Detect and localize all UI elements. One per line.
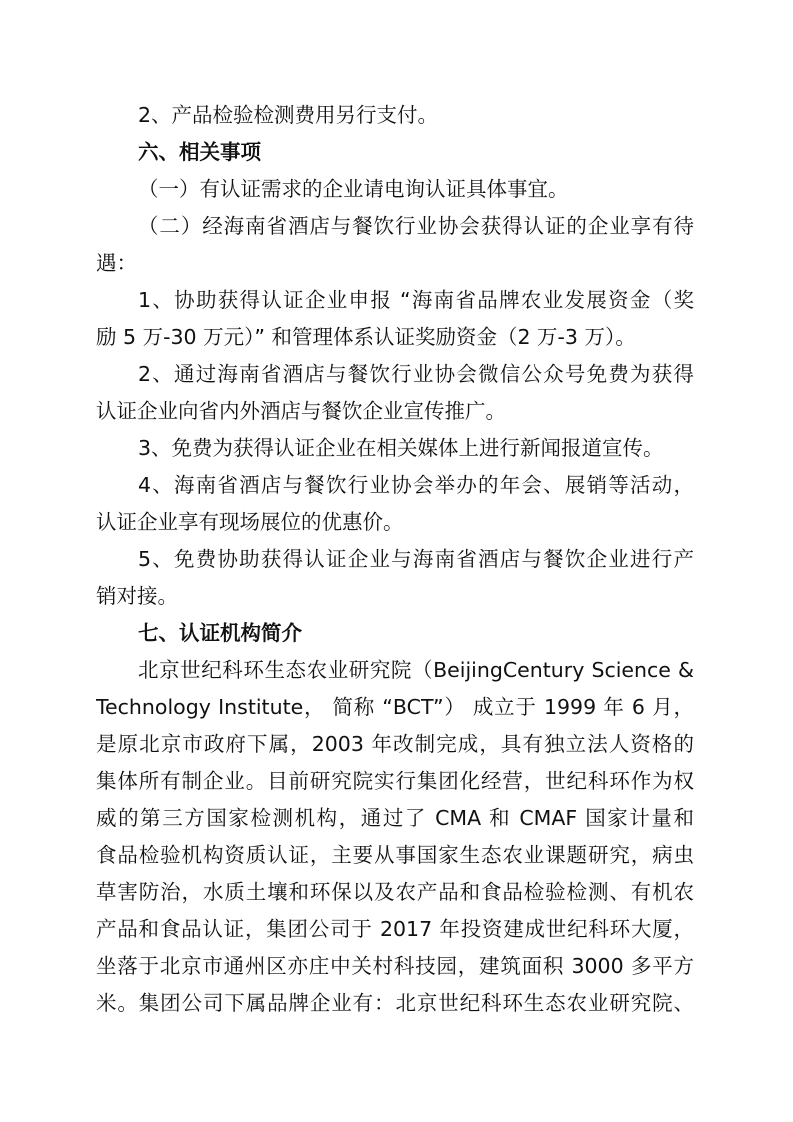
paragraph-line: 米。集团公司下属品牌企业有：北京世纪科环生态农业研究院、: [96, 991, 694, 1015]
paragraph-line: 集体所有制企业。目前研究院实行集团化经营，世纪科环作为权: [96, 769, 694, 793]
paragraph-line: 产品和食品认证，集团公司于 2017 年投资建成世纪科环大厦，: [96, 917, 694, 941]
paragraph-line: 认证企业向省内外酒店与餐饮企业宣传推广。: [96, 399, 506, 423]
document-page: [96, 97, 694, 1022]
paragraph-line: 食品检验机构资质认证，主要从事国家生态农业课题研究，病虫: [96, 843, 694, 867]
paragraph-line: （二）经海南省酒店与餐饮行业协会获得认证的企业享有待: [138, 214, 694, 238]
paragraph-line: Technology Institute， 简称 “BCT”） 成立于 1999 年 6 月，: [96, 695, 694, 719]
section-heading-cert-body: 七、认证机构简介: [138, 621, 302, 645]
paragraph-line: 4、海南省酒店与餐饮行业协会举办的年会、展销等活动，: [138, 473, 694, 497]
paragraph-line: 2、通过海南省酒店与餐饮行业协会微信公众号免费为获得: [138, 362, 694, 386]
paragraph-line: 草害防治，水质土壤和环保以及农产品和食品检验检测、有机农: [96, 880, 694, 904]
section-heading-related-matters: 六、相关事项: [138, 140, 261, 164]
fee-note: 2、产品检验检测费用另行支付。: [138, 103, 439, 127]
paragraph-line: 励 5 万-30 万元）” 和管理体系认证奖励资金（2 万-3 万）。: [96, 325, 636, 349]
paragraph-line: 3、免费为获得认证企业在相关媒体上进行新闻报道宣传。: [138, 436, 664, 460]
paragraph-line: 北京世纪科环生态农业研究院（BeijingCentury Science &: [138, 658, 694, 682]
paragraph-line: 1、协助获得认证企业申报 “海南省品牌农业发展资金（奖: [138, 288, 694, 312]
paragraph-line: （一）有认证需求的企业请电询认证具体事宜。: [138, 177, 569, 201]
paragraph-line: 威的第三方国家检测机构，通过了 CMA 和 CMAF 国家计量和: [96, 806, 694, 830]
paragraph-line: 坐落于北京市通州区亦庄中关村科技园，建筑面积 3000 多平方: [96, 954, 694, 978]
paragraph-line: 是原北京市政府下属，2003 年改制完成，具有独立法人资格的: [96, 732, 694, 756]
paragraph-line: 遇：: [96, 251, 137, 275]
paragraph-line: 认证企业享有现场展位的优惠价。: [96, 510, 404, 534]
paragraph-line: 销对接。: [96, 584, 178, 608]
paragraph-line: 5、免费协助获得认证企业与海南省酒店与餐饮企业进行产: [138, 547, 694, 571]
